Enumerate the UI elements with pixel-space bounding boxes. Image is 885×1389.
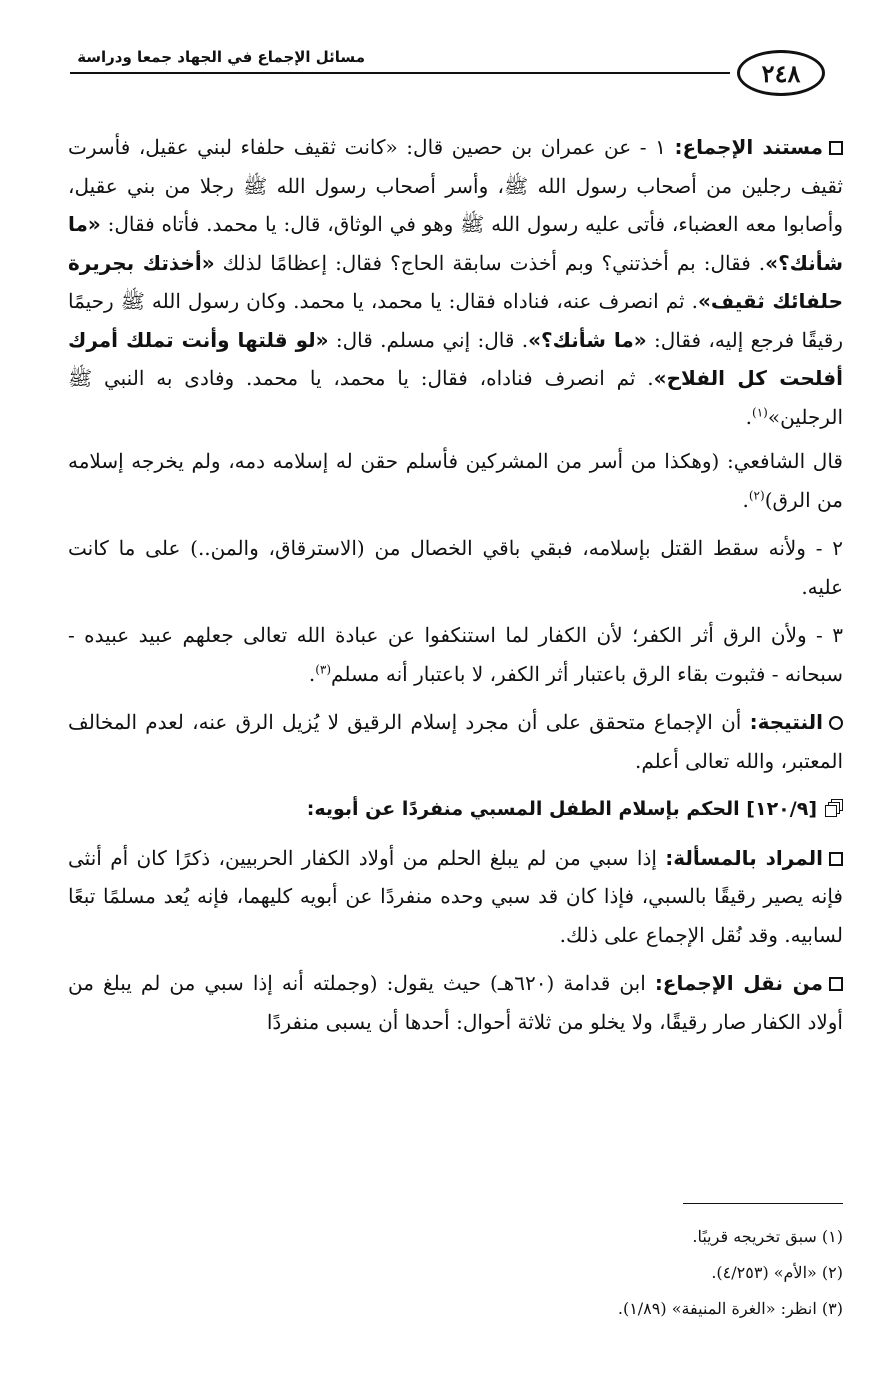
main-text — [68, 128, 843, 1051]
quote-bold: «ما شأنك؟» — [528, 327, 647, 352]
paragraph-transmitters — [68, 964, 843, 1041]
paragraph-lead: من نقل الإجماع: — [654, 971, 823, 995]
paragraph-lead: المراد بالمسألة: — [665, 845, 824, 870]
paragraph-result — [68, 703, 843, 780]
text-run: . — [745, 404, 752, 429]
text-run: ٣ - ولأن الرق أثر الكفر؛ لأن الكفار لما استنكفوا عن عبادة الله تعالى جعلهم عبيد عبيده - سبحانه - فثبوت بقاء الرق باعتبار أثر الكفر، لا باعتبار أنه مسلم — [68, 623, 843, 686]
text-run: ١ - عن عمران بن حصين قال: «كانت ثقيف حلفاء لبني عقيل، فأسرت ثقيف رجلين من أصحاب رسول الله ﷺ، وأسر أصحاب رسول الله ﷺ رجلا من بني عقيل، وأصابوا معه العضباء، فأتى عليه رسول الله ﷺ وهو في الوثاق، قال: يا محمد. فأتاه فقال: — [68, 135, 843, 236]
paragraph-point-3 — [68, 616, 843, 693]
footnote: (١) سبق تخريجه قريبًا. — [692, 1227, 843, 1246]
square-bullet-icon — [829, 977, 843, 991]
text-run: ٢ - ولأنه سقط القتل بإسلامه، فبقي باقي الخصال من (الاسترقاق، والمن..) على ما كانت عليه. — [68, 536, 843, 599]
page-number-badge — [737, 50, 825, 96]
text-run: ابن قدامة (٦٢٠هـ) حيث يقول: (وجملته أنه إذا سبي من لم يبلغ من أولاد الكفار صار رقيقًا، ولا يخلو من ثلاثة أحوال: أحدها أن يسبى منفردًا — [68, 971, 843, 1034]
text-run: قال الشافعي: (وهكذا من أسر من المشركين فأسلم حقن له إسلامه دمه، ولم يخرجه إسلامه من الرق) — [68, 449, 843, 512]
paragraph-point-2 — [68, 529, 843, 606]
square-bullet-icon — [829, 141, 843, 155]
paragraph-shafii — [68, 442, 843, 519]
circle-bullet-icon — [829, 716, 843, 730]
paragraph-lead: مستند الإجماع: — [674, 135, 823, 159]
footnote-ref: (٣) — [315, 661, 332, 676]
square-bullet-icon — [829, 852, 843, 866]
footnote: (٣) انظر: «الغرة المنيفة» (١/٨٩). — [617, 1299, 843, 1318]
footnote-ref: (١) — [752, 404, 768, 419]
section-heading-text: [١٢٠/٩] الحكم بإسلام الطفل المسبي منفردًا عن أبويه: — [306, 798, 817, 820]
quote-bold: «أخذتك بجريرة حلفائك ثقيف» — [68, 250, 844, 313]
footnote: (٢) «الأم» (٤/٢٥٣). — [711, 1263, 843, 1282]
running-title: مسائل الإجماع في الجهاد جمعا ودراسة — [77, 48, 365, 66]
quote-bold: «ما شأنك؟» — [68, 212, 843, 275]
text-run: إذا سبي من لم يبلغ الحلم من أولاد الكفار الحربيين، ذكرًا كان أم أنثى فإنه يصير رقيقًا بالسبي، فإذا كان قد سبي وحده منفردًا عن أبويه كليهما، فإنه يُعد مسلمًا تبعًا لسابيه. وقد نُقل الإجماع على ذلك. — [68, 845, 843, 947]
text-run: أن الإجماع متحقق على أن مجرد إسلام الرقيق لا يُزيل الرق عنه، لعدم المخالف المعتبر، والله تعالى أعلم. — [68, 710, 843, 773]
footnote-ref: (٢) — [748, 487, 765, 502]
text-run: . ثم انصرف فناداه، فقال: يا محمد، يا محمد. وفادى به النبي ﷺ الرجلين» — [68, 366, 843, 429]
paragraph-evidence — [68, 128, 843, 436]
footnotes — [63, 1222, 843, 1330]
stacked-pages-icon — [825, 799, 843, 817]
text-run: . — [308, 661, 316, 686]
paragraph-definition — [68, 839, 843, 955]
section-heading — [68, 790, 843, 829]
page-header — [60, 38, 825, 100]
quote-bold: «لو قلتها وأنت تملك أمرك أفلحت كل الفلاح» — [68, 327, 843, 390]
text-run: . قال: إني مسلم. قال: — [328, 327, 529, 352]
text-run: . — [742, 487, 749, 512]
paragraph-lead: النتيجة: — [749, 710, 823, 734]
footnote-separator — [683, 1203, 843, 1204]
header-rule — [70, 72, 730, 74]
text-run: . فقال: بم أخذتني؟ وبم أخذت سابقة الحاج؟ فقال: إعظامًا لذلك — [214, 250, 766, 275]
text-run: . ثم انصرف عنه، فناداه فقال: يا محمد، يا محمد. وكان رسول الله ﷺ رحيمًا رقيقًا فرجع إليه، فقال: — [68, 289, 844, 352]
page-number: ٢٤٨ — [761, 58, 801, 88]
